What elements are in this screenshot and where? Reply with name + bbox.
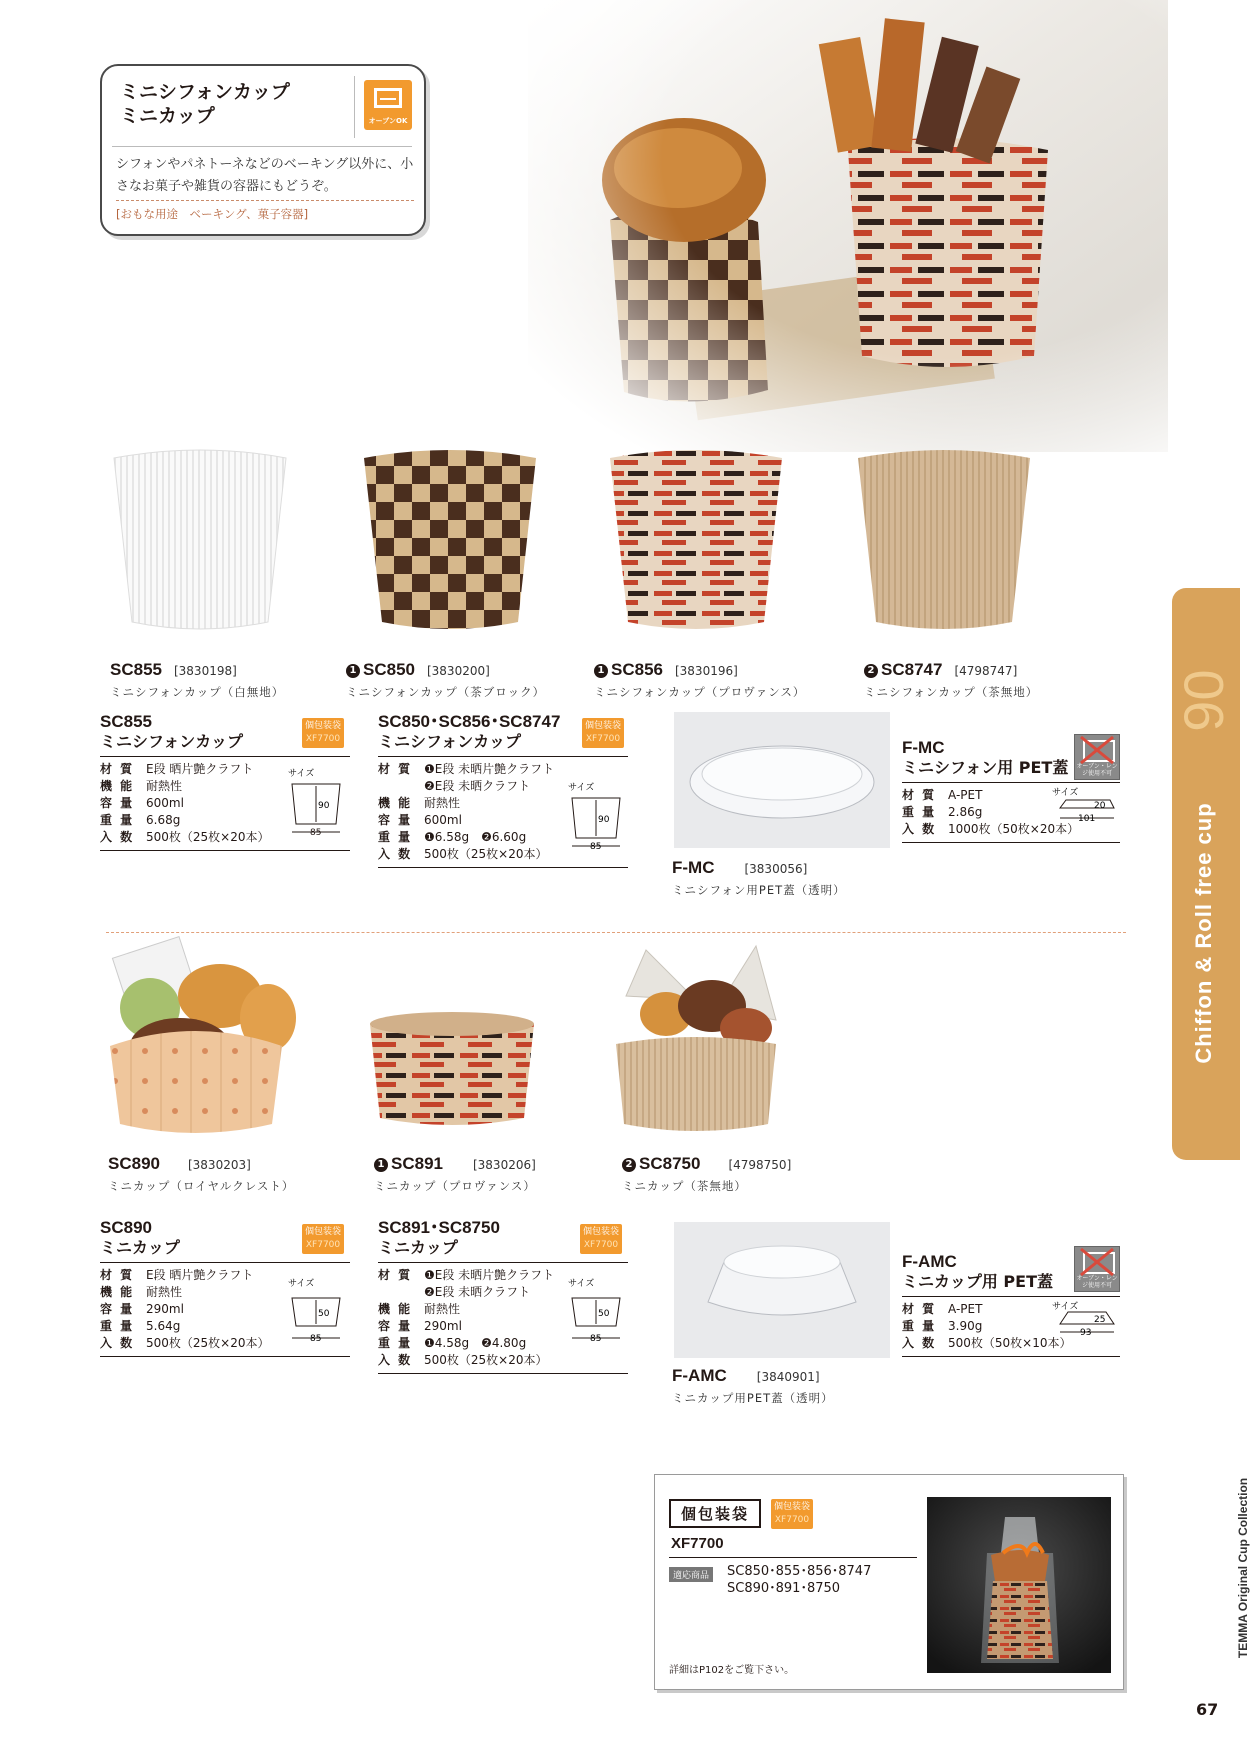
size-diagram bbox=[1052, 1300, 1120, 1340]
spec-name: ミニシフォンカップ bbox=[100, 732, 244, 751]
material-marker: 2 bbox=[622, 1158, 636, 1172]
size-diagram bbox=[1052, 786, 1120, 826]
spec-sc890 bbox=[100, 1218, 350, 1357]
wrap-badge: 個包装袋 XF7700 bbox=[580, 1224, 622, 1254]
svg-text:20: 20 bbox=[1094, 801, 1106, 811]
spec-code: SC850･SC856･SC8747 bbox=[378, 712, 561, 731]
product-caption-sc850 bbox=[346, 660, 545, 700]
chapter-tab bbox=[1172, 588, 1240, 1160]
lid-caption-f-mc bbox=[672, 858, 846, 898]
oven-ok-label: オーブンOK bbox=[368, 117, 408, 125]
product-code: F-AMC bbox=[672, 1366, 727, 1385]
product-jan: [3830200] bbox=[426, 664, 490, 678]
product-code: SC8747 bbox=[881, 660, 943, 679]
oven-ok-icon bbox=[364, 80, 412, 130]
product-name: ミニシフォンカップ（茶ブロック） bbox=[346, 685, 546, 699]
spec-f-mc bbox=[902, 738, 1120, 843]
spec-code: SC890 bbox=[100, 1218, 152, 1237]
product-name: ミニカップ（プロヴァンス） bbox=[374, 1179, 536, 1193]
wrap-badge: 個包装袋 XF7700 bbox=[771, 1499, 813, 1529]
no-oven-icon bbox=[1074, 734, 1120, 780]
svg-text:101: 101 bbox=[1078, 814, 1096, 824]
svg-text:サイズ: サイズ bbox=[288, 769, 315, 779]
product-code: SC890 bbox=[108, 1154, 160, 1173]
svg-text:93: 93 bbox=[1080, 1328, 1092, 1338]
compatible-tag: 適応商品 bbox=[669, 1567, 713, 1582]
product-code: SC855 bbox=[110, 660, 162, 679]
product-image-sc856 bbox=[604, 448, 788, 632]
divider bbox=[378, 1262, 628, 1263]
wrap-badge: 個包装袋 XF7700 bbox=[302, 718, 344, 748]
spec-table: 材 質 E段 晒片艶クラフト 機 能 耐熱性 容 量 600ml 重 量 6.68g 入 数 500枚（25枚×20本） bbox=[100, 762, 270, 844]
spec-name: ミニシフォンカップ bbox=[378, 732, 522, 751]
intro-box bbox=[100, 64, 426, 236]
product-caption-sc890 bbox=[108, 1154, 294, 1194]
svg-text:サイズ: サイズ bbox=[1052, 788, 1079, 798]
svg-text:90: 90 bbox=[598, 815, 610, 825]
lid-photo-f-amc bbox=[674, 1222, 890, 1358]
material-marker: 1 bbox=[374, 1158, 388, 1172]
spec-sc850-sc856-sc8747 bbox=[378, 712, 628, 868]
lid-caption-f-amc bbox=[672, 1366, 834, 1406]
product-caption-sc856 bbox=[594, 660, 805, 700]
product-jan: [3830206] bbox=[472, 1158, 536, 1172]
spec-f-amc bbox=[902, 1252, 1120, 1357]
spec-code: SC855 bbox=[100, 712, 152, 731]
product-name: ミニカップ用PET蓋（透明） bbox=[672, 1391, 834, 1405]
svg-text:90: 90 bbox=[318, 801, 330, 811]
product-name: ミニカップ（茶無地） bbox=[622, 1179, 747, 1193]
spec-code: F-AMC bbox=[902, 1252, 957, 1271]
svg-text:50: 50 bbox=[318, 1309, 330, 1319]
size-diagram bbox=[284, 1276, 348, 1346]
material-marker: 2 bbox=[864, 664, 878, 678]
chapter-number: 06 bbox=[1172, 669, 1236, 732]
product-jan: [3840901] bbox=[756, 1370, 820, 1384]
divider bbox=[902, 1296, 1120, 1297]
spec-table: 材 質 A-PET 重 量 2.86g 入 数 1000枚（50枚×20本） bbox=[902, 788, 1080, 836]
compatible-line: SC890･891･8750 bbox=[727, 1581, 841, 1596]
svg-text:85: 85 bbox=[310, 1334, 322, 1344]
wrap-badge: 個包装袋 XF7700 bbox=[582, 718, 624, 748]
spec-sc891-sc8750 bbox=[378, 1218, 628, 1374]
divider bbox=[902, 1356, 1120, 1357]
svg-text:85: 85 bbox=[310, 828, 322, 838]
product-name: ミニシフォン用PET蓋（透明） bbox=[672, 883, 846, 897]
compatible-line: SC850･855･856･8747 bbox=[727, 1564, 872, 1579]
intro-title-line1: ミニシフォンカップ bbox=[120, 81, 290, 103]
divider bbox=[378, 756, 628, 757]
product-code: F-MC bbox=[672, 858, 715, 877]
spec-table: 材 質 E段 晒片艶クラフト 機 能 耐熱性 容 量 290ml 重 量 5.64g 入 数 500枚（25枚×20本） bbox=[100, 1268, 270, 1350]
spec-table: 材 質 ❶E段 未晒片艶クラフト ❷E段 未晒クラフト 機 能 耐熱性 容 量 290ml 重 量 ❶4.58g ❷4.80g 入 数 500枚（25枚×20本） bbox=[378, 1268, 555, 1367]
divider bbox=[112, 146, 412, 147]
divider bbox=[100, 1356, 350, 1357]
no-oven-label: オーブン・レンジ使用不可 bbox=[1076, 1275, 1118, 1289]
size-diagram bbox=[564, 1276, 628, 1346]
material-marker: 1 bbox=[346, 664, 360, 678]
spec-name: ミニシフォン用 PET蓋 bbox=[902, 758, 1069, 777]
divider bbox=[100, 1262, 350, 1263]
packaging-header: 個包装袋 bbox=[669, 1499, 761, 1528]
divider bbox=[100, 850, 350, 851]
spec-table: 材 質 ❶E段 未晒片艶クラフト ❷E段 未晒クラフト 機 能 耐熱性 容 量 600ml 重 量 ❶6.58g ❷6.60g 入 数 500枚（25枚×20本） bbox=[378, 762, 555, 861]
product-code: SC8750 bbox=[639, 1154, 701, 1173]
divider bbox=[116, 200, 414, 201]
product-image-sc850 bbox=[358, 448, 542, 632]
size-diagram bbox=[284, 766, 348, 836]
product-name: ミニシフォンカップ（プロヴァンス） bbox=[594, 685, 806, 699]
material-marker: 1 bbox=[594, 664, 608, 678]
section-divider bbox=[106, 932, 1126, 933]
product-code: SC850 bbox=[363, 660, 415, 679]
product-name: ミニシフォンカップ（白無地） bbox=[110, 685, 285, 699]
divider bbox=[902, 842, 1120, 843]
packaging-note: 詳細はP102をご覧下さい。 bbox=[669, 1665, 795, 1676]
svg-text:50: 50 bbox=[598, 1309, 610, 1319]
size-diagram bbox=[564, 780, 628, 850]
svg-text:サイズ: サイズ bbox=[568, 1279, 595, 1289]
product-image-sc8750 bbox=[606, 940, 786, 1136]
divider bbox=[378, 1373, 628, 1374]
product-image-sc855 bbox=[108, 448, 292, 632]
divider bbox=[378, 867, 628, 868]
product-name: ミニカップ（ロイヤルクレスト） bbox=[108, 1179, 295, 1193]
spec-code: F-MC bbox=[902, 738, 945, 757]
no-oven-icon bbox=[1074, 1246, 1120, 1292]
lid-photo-f-mc bbox=[674, 712, 890, 848]
spec-name: ミニカップ用 PET蓋 bbox=[902, 1272, 1053, 1291]
spec-table: 材 質 A-PET 重 量 3.90g 入 数 500枚（50枚×10本） bbox=[902, 1302, 1072, 1350]
product-code: SC891 bbox=[391, 1154, 443, 1173]
page-number: 67 bbox=[1196, 1700, 1219, 1719]
svg-text:サイズ: サイズ bbox=[288, 1279, 315, 1289]
chapter-label: Chiffon & Roll free cup bbox=[1191, 802, 1216, 1064]
product-caption-sc8747 bbox=[864, 660, 1038, 700]
divider bbox=[100, 756, 350, 757]
product-jan: [4798750] bbox=[728, 1158, 792, 1172]
spec-sc855 bbox=[100, 712, 350, 851]
svg-text:サイズ: サイズ bbox=[1052, 1302, 1079, 1312]
divider bbox=[902, 782, 1120, 783]
product-caption-sc855 bbox=[110, 660, 284, 700]
svg-text:85: 85 bbox=[590, 1334, 602, 1344]
product-image-sc8747 bbox=[852, 448, 1036, 632]
divider bbox=[354, 76, 355, 138]
product-jan: [3830056] bbox=[744, 862, 808, 876]
product-jan: [3830196] bbox=[674, 664, 738, 678]
no-oven-label: オーブン・レンジ使用不可 bbox=[1076, 763, 1118, 777]
packaging-photo bbox=[927, 1497, 1111, 1673]
product-jan: [3830203] bbox=[187, 1158, 251, 1172]
spec-name: ミニカップ bbox=[100, 1238, 180, 1257]
product-jan: [3830198] bbox=[173, 664, 237, 678]
spec-name: ミニカップ bbox=[378, 1238, 458, 1257]
intro-title bbox=[120, 80, 290, 128]
svg-text:85: 85 bbox=[590, 842, 602, 852]
intro-usage: [おもな用途 ベーキング、菓子容器] bbox=[116, 207, 309, 221]
product-image-sc890 bbox=[100, 946, 290, 1136]
hero-photo bbox=[528, 0, 1168, 452]
svg-text:25: 25 bbox=[1094, 1315, 1106, 1325]
spec-code: SC891･SC8750 bbox=[378, 1218, 500, 1237]
product-caption-sc8750 bbox=[622, 1154, 791, 1194]
product-image-sc891 bbox=[362, 1010, 542, 1130]
svg-text:サイズ: サイズ bbox=[568, 783, 595, 793]
intro-title-line2: ミニカップ bbox=[120, 105, 215, 127]
compatible-products bbox=[727, 1563, 871, 1597]
packaging-box bbox=[654, 1474, 1124, 1690]
packaging-code: XF7700 bbox=[671, 1535, 724, 1552]
collection-credit: TEMMA Original Cup Collection bbox=[1236, 1477, 1250, 1659]
product-caption-sc891 bbox=[374, 1154, 536, 1194]
divider bbox=[669, 1557, 917, 1558]
intro-description: シフォンやパネトーネなどのベーキング以外に、小さなお菓子や雑貨の容器にもどうぞ。 bbox=[116, 157, 414, 194]
product-name: ミニシフォンカップ（茶無地） bbox=[864, 685, 1039, 699]
product-code: SC856 bbox=[611, 660, 663, 679]
wrap-badge: 個包装袋 XF7700 bbox=[302, 1224, 344, 1254]
product-jan: [4798747] bbox=[954, 664, 1018, 678]
